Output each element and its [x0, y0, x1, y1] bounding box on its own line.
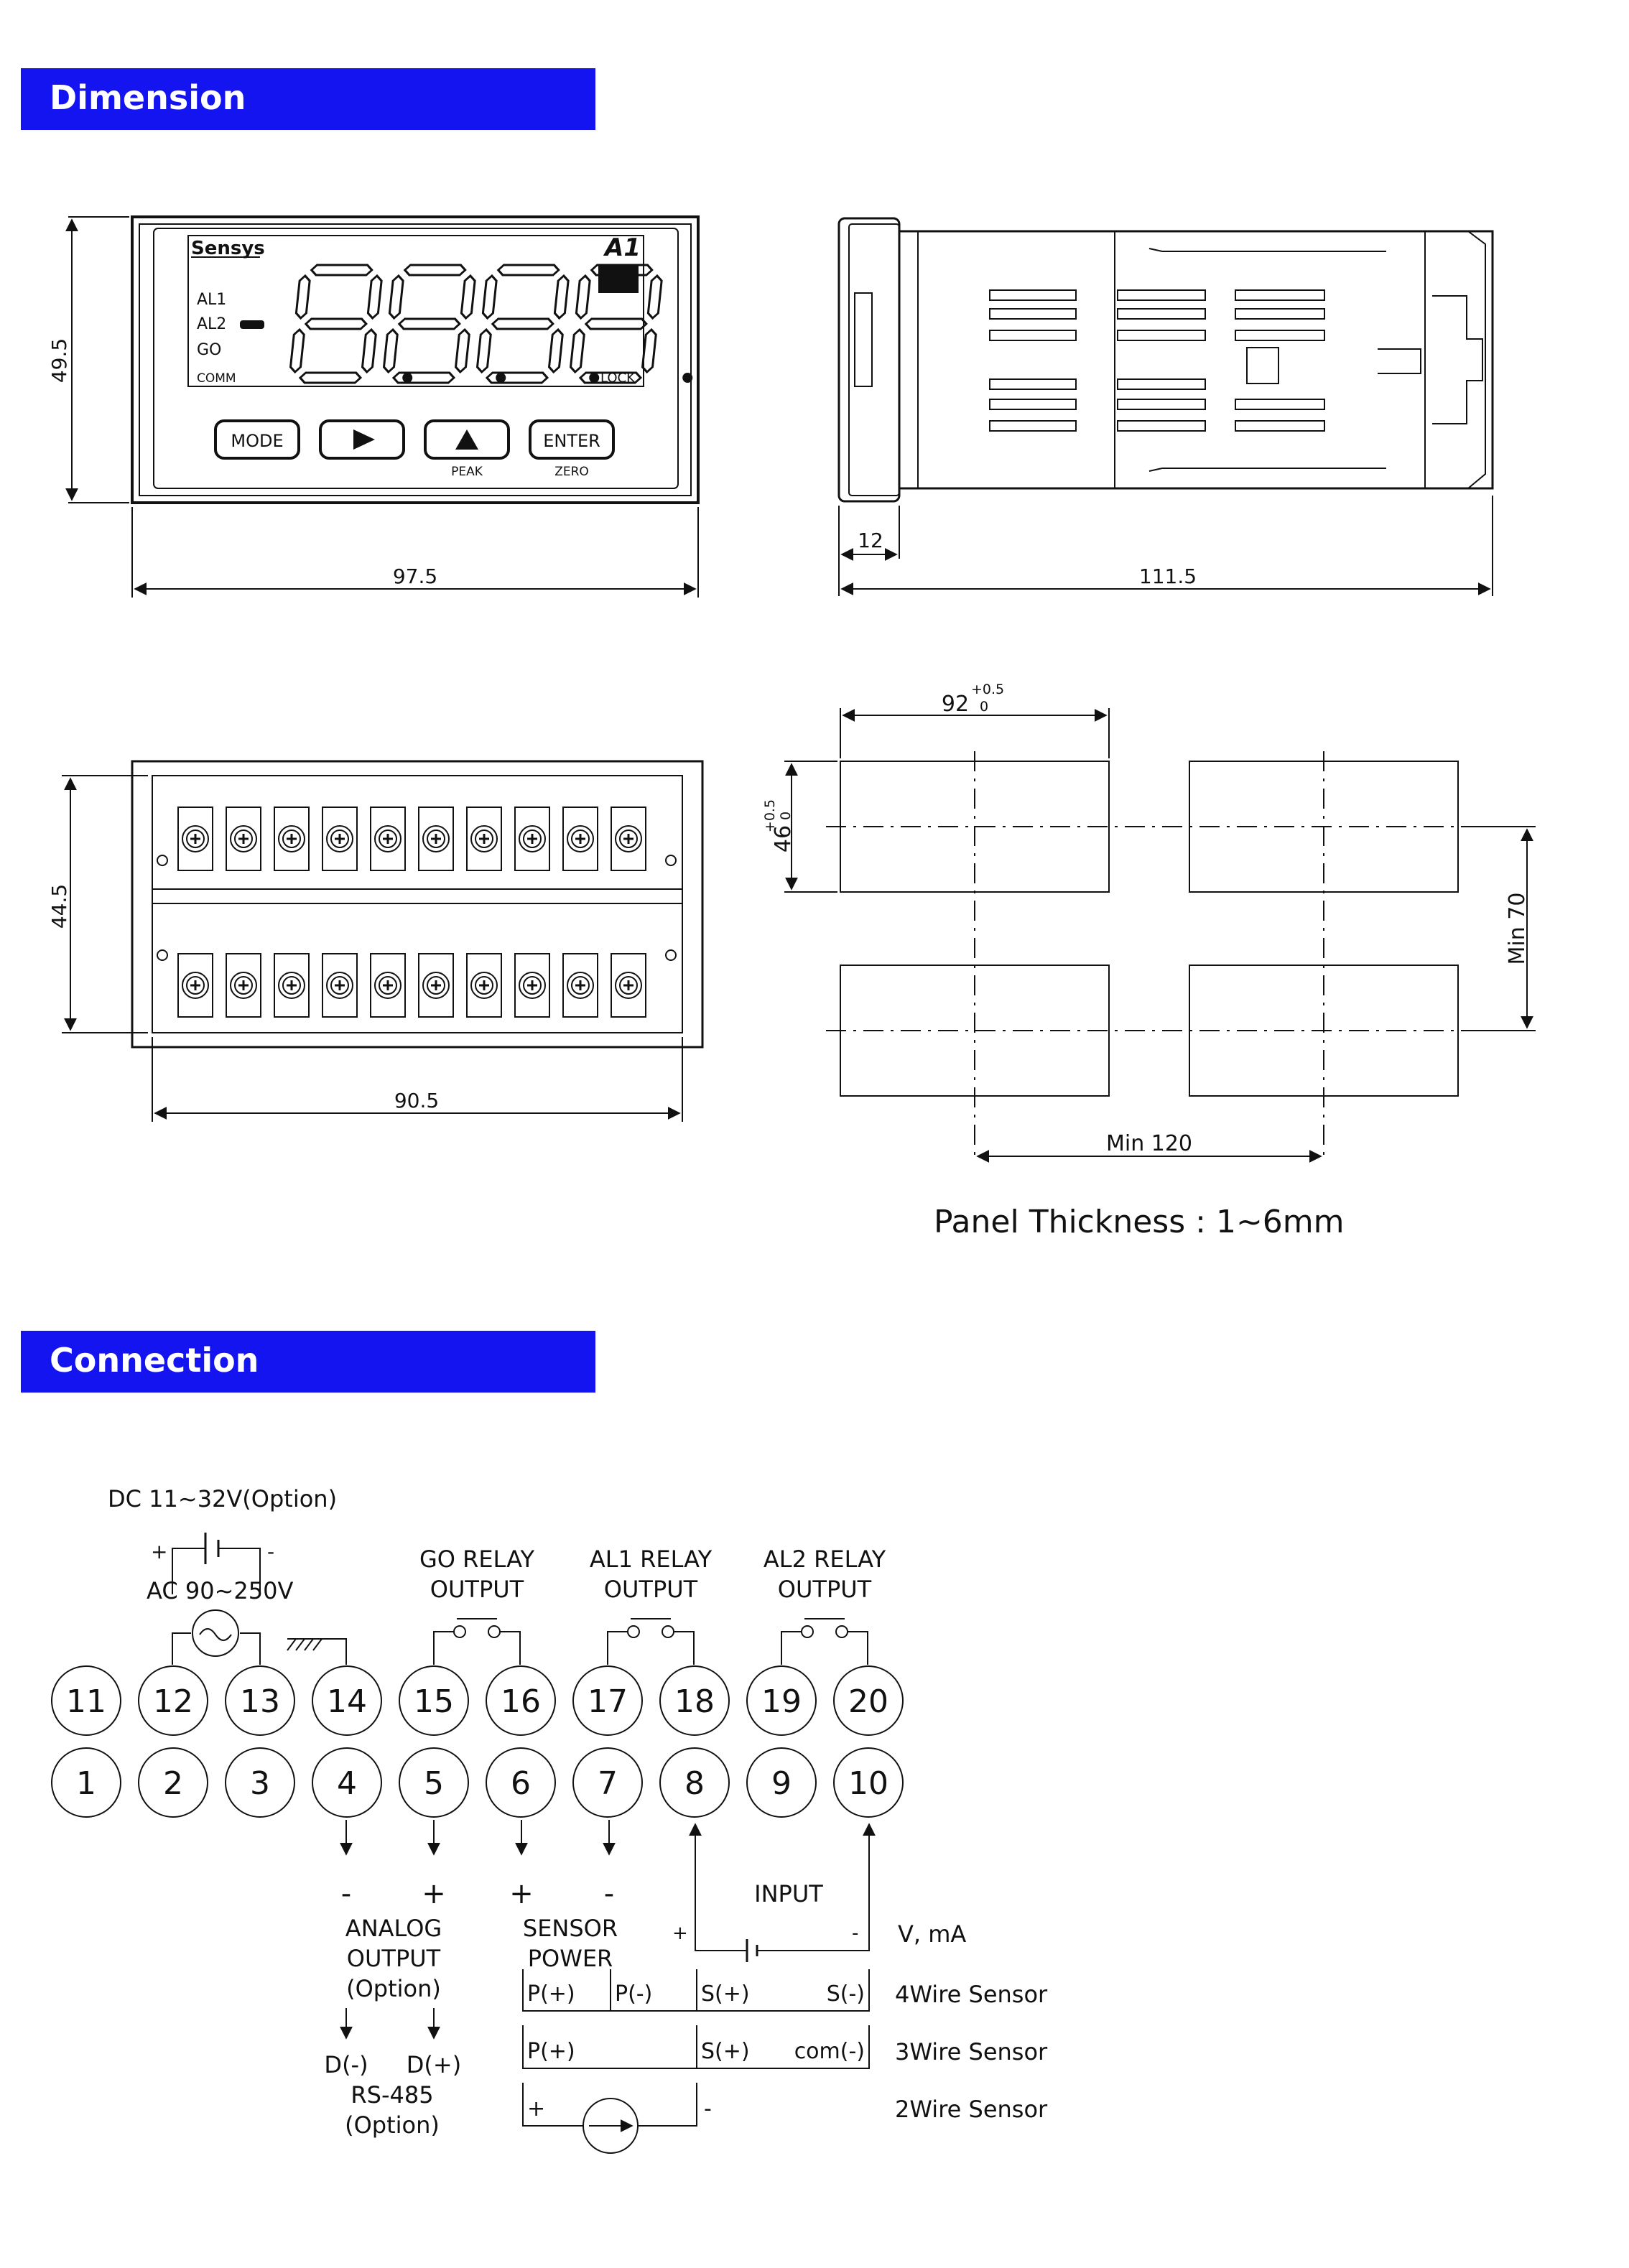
relay-name: AL2 RELAY	[763, 1546, 886, 1573]
front-button	[530, 421, 613, 479]
front-view	[47, 217, 698, 598]
svg-text:D(+): D(+)	[406, 2051, 462, 2078]
terminal-number: 10	[848, 1765, 888, 1802]
wire2-label: 2Wire Sensor	[895, 2096, 1048, 2123]
terminal-number: 6	[511, 1765, 531, 1802]
terminal-number: 3	[250, 1765, 270, 1802]
terminal-bottom	[747, 1748, 816, 1817]
indicator-go: GO	[197, 341, 222, 359]
svg-text:+: +	[672, 1923, 688, 1944]
rs485-label: RS-485	[351, 2081, 434, 2109]
dc-supply-label: DC 11~32V(Option)	[108, 1485, 338, 1512]
svg-text:P(-): P(-)	[615, 1981, 653, 2007]
ac-supply-label: AC 90~250V	[147, 1577, 294, 1604]
side-view	[839, 218, 1493, 596]
svg-text:S(-): S(-)	[826, 1981, 865, 2007]
relay-name: AL1 RELAY	[589, 1546, 713, 1573]
relay-output-label: OUTPUT	[603, 1576, 698, 1603]
front-height-dim: 49.5	[47, 338, 71, 384]
lock-label: LOCK	[600, 371, 635, 386]
sensor-power-line1: SENSOR	[522, 1915, 618, 1942]
rear-terminal-screw	[563, 954, 598, 1017]
rear-terminal-screw	[371, 807, 405, 870]
terminal-number: 15	[414, 1683, 454, 1720]
terminal-number: 1	[76, 1765, 96, 1802]
cutout-height-tol-lower: 0	[778, 811, 794, 821]
cutout-min-horizontal: Min 120	[1105, 1131, 1193, 1156]
rear-width-dim: 90.5	[394, 1089, 440, 1112]
rear-terminal-screw	[467, 954, 501, 1017]
rear-terminal-screw	[322, 807, 357, 870]
indicator-al2: AL2	[197, 315, 227, 333]
terminal-number: 18	[674, 1683, 715, 1720]
cutout-height-dim: 46	[771, 824, 796, 853]
panel-thickness: Panel Thickness : 1~6mm	[934, 1204, 1345, 1240]
side-bezel	[839, 218, 899, 501]
svg-text:-: -	[603, 1877, 615, 1910]
analog-output-line2: OUTPUT	[346, 1945, 441, 1972]
terminal-top	[660, 1666, 729, 1735]
svg-text:+: +	[509, 1877, 534, 1910]
rear-terminal-screw	[226, 807, 261, 870]
terminal-bottom	[660, 1748, 729, 1817]
rear-terminal-screw	[611, 807, 646, 870]
svg-text:P(+): P(+)	[527, 2039, 575, 2064]
svg-text:D(-): D(-)	[324, 2051, 368, 2078]
terminal-top	[226, 1666, 294, 1735]
side-total-depth-dim: 111.5	[1138, 564, 1197, 588]
model-label: A1	[605, 233, 641, 262]
terminal-number: 4	[337, 1765, 357, 1802]
relay-output	[590, 1546, 713, 1665]
rear-terminal-screw	[178, 807, 213, 870]
rear-terminal-screw	[515, 807, 549, 870]
svg-text:-: -	[852, 1923, 859, 1944]
side-front-depth-dim: 12	[858, 529, 883, 552]
terminal-number: 16	[501, 1683, 541, 1720]
rear-terminal-screw	[371, 954, 405, 1017]
terminal-top	[834, 1666, 903, 1735]
button-sub-label: PEAK	[451, 465, 483, 479]
relay-output	[764, 1546, 886, 1665]
terminal-number: 8	[684, 1765, 705, 1802]
indicator-al1: AL1	[197, 291, 227, 309]
svg-text:-: -	[704, 2096, 712, 2121]
svg-text:-: -	[267, 1540, 275, 1563]
relay-name: GO RELAY	[419, 1546, 535, 1573]
ground-icon	[316, 1639, 346, 1665]
svg-text:(Option): (Option)	[345, 2111, 440, 2139]
terminal-number: 17	[588, 1683, 628, 1720]
svg-text:+: +	[151, 1540, 168, 1563]
terminal-top	[52, 1666, 121, 1735]
svg-text:P(+): P(+)	[527, 1981, 575, 2007]
terminal-bottom	[226, 1748, 294, 1817]
svg-text:+: +	[422, 1877, 446, 1910]
cutout-width-tol-upper: +0.5	[971, 682, 1005, 697]
input-label: INPUT	[754, 1880, 823, 1907]
rear-terminal-screw	[274, 807, 309, 870]
terminal-bottom	[573, 1748, 642, 1817]
input-type: V, mA	[898, 1920, 967, 1948]
analog-output-line1: ANALOG	[345, 1915, 442, 1942]
connection-title: Connection	[50, 1341, 259, 1380]
rear-terminal-screw	[563, 807, 598, 870]
svg-text:+: +	[527, 2096, 546, 2121]
indicator-comm: COMM	[197, 371, 236, 386]
terminal-number: 14	[327, 1683, 367, 1720]
right-arrow-icon	[353, 429, 375, 450]
cutout-min-vertical: Min 70	[1505, 892, 1530, 965]
ac-source-icon	[192, 1610, 238, 1656]
rear-terminal-screw	[467, 807, 501, 870]
terminal-number: 9	[771, 1765, 792, 1802]
brand-label: Sensys	[191, 238, 265, 259]
relay-output-label: OUTPUT	[430, 1576, 524, 1603]
terminal-top	[399, 1666, 468, 1735]
front-button	[425, 421, 509, 479]
sensor-power-line2: POWER	[527, 1945, 613, 1972]
side-body	[899, 231, 1493, 488]
front-button	[320, 421, 404, 458]
svg-text:com(-): com(-)	[794, 2039, 865, 2064]
relay-output-label: OUTPUT	[777, 1576, 872, 1603]
terminal-top	[573, 1666, 642, 1735]
rear-terminal-screw	[611, 954, 646, 1017]
terminal-number: 19	[761, 1683, 802, 1720]
terminal-top	[486, 1666, 555, 1735]
dimension-title: Dimension	[50, 78, 246, 117]
rear-terminal-screw	[419, 807, 453, 870]
svg-text:S(+): S(+)	[701, 1981, 750, 2007]
terminal-bottom	[834, 1748, 903, 1817]
rear-terminal-screw	[322, 954, 357, 1017]
button-label: ENTER	[543, 431, 600, 451]
terminal-top	[747, 1666, 816, 1735]
rear-terminal-screw	[274, 954, 309, 1017]
cutout-width-tol-lower: 0	[980, 699, 989, 715]
rear-terminal-screw	[226, 954, 261, 1017]
relay-output	[419, 1546, 535, 1665]
button-sub-label: ZERO	[554, 465, 589, 479]
rear-view	[47, 761, 702, 1122]
terminal-number: 11	[66, 1683, 106, 1720]
rear-terminal-screw	[178, 954, 213, 1017]
terminal-number: 13	[240, 1683, 280, 1720]
terminal-number: 20	[848, 1683, 888, 1720]
terminal-number: 7	[598, 1765, 618, 1802]
cutout-width-dim: 92	[941, 692, 970, 717]
wire4-label: 4Wire Sensor	[895, 1981, 1048, 2008]
svg-text:S(+): S(+)	[701, 2039, 750, 2064]
terminal-bottom	[399, 1748, 468, 1817]
front-width-dim: 97.5	[392, 564, 438, 588]
terminal-top	[312, 1666, 381, 1735]
terminal-bottom	[139, 1748, 208, 1817]
button-label: MODE	[231, 431, 284, 451]
terminal-number: 12	[153, 1683, 193, 1720]
terminal-bottom	[312, 1748, 381, 1817]
svg-text:-: -	[340, 1877, 352, 1910]
analog-output-line3: (Option)	[346, 1975, 441, 2002]
rear-terminal-screw	[419, 954, 453, 1017]
terminal-top	[139, 1666, 208, 1735]
rear-height-dim: 44.5	[47, 883, 71, 929]
terminal-number: 5	[424, 1765, 444, 1802]
wire3-label: 3Wire Sensor	[895, 2038, 1048, 2065]
up-arrow-icon	[455, 429, 478, 450]
connection-diagram	[52, 1485, 1048, 2153]
cutout-height-tol-upper: +0.5	[762, 799, 778, 833]
panel-cutout	[762, 682, 1536, 1240]
front-button	[215, 421, 299, 458]
terminal-bottom	[486, 1748, 555, 1817]
terminal-bottom	[52, 1748, 121, 1817]
rear-terminal-screw	[515, 954, 549, 1017]
terminal-number: 2	[163, 1765, 183, 1802]
